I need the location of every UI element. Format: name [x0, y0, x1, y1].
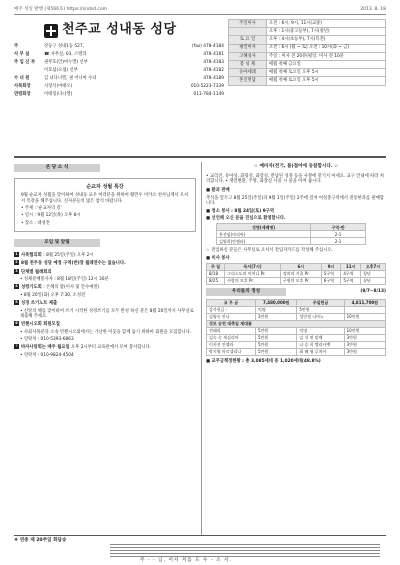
mass-header: 고해성사 [229, 52, 267, 60]
psalm-title: ❖ 연중 제 20주일 화답송 [14, 538, 67, 543]
info-phone: 478-4183 [203, 60, 224, 66]
notice-title: 성경 쓰기노트 제출 [21, 301, 58, 307]
offering-cell: 3만원 [344, 341, 385, 348]
offering-cell: 교 무 금 [207, 299, 256, 306]
section-header-notices: 모임 및 알림 [14, 239, 100, 247]
notice-detail: • 연락처 : 010-5393-6863 [20, 337, 74, 342]
number-badge: 1 [15, 252, 18, 257]
info-value: ☎ 사무실, 03, 스텔라 [44, 52, 87, 58]
offering-cell: 5만원 [256, 341, 297, 348]
notice-detail: • 연락처 : 010-9824-4504 [20, 352, 74, 358]
pledge-status: ■ 교무금책정현황 : 총 3,085세대 중 1,020세대(48.8%) [206, 358, 321, 364]
service-cell: 8/18 [207, 270, 225, 277]
info-key: 주 임 신 부 [14, 60, 36, 66]
offering-cell: 이지선 안젤라 [207, 341, 256, 348]
info-value: 서형석(마태오) [44, 83, 73, 89]
offering-cell: 4,811,700원 [344, 299, 385, 306]
lecture-item: • 주제 : '순교자의 길' [21, 205, 62, 211]
offering-cell: 김영숙 안나 [207, 313, 256, 320]
notice-detail: 오후 2시부터 교육관에서 모여 봉사합니다. [71, 345, 152, 351]
music-staff [110, 544, 380, 558]
service-cell: 구원의 모후 Pr. [280, 277, 321, 284]
offering-cell: 전래리 [207, 327, 256, 334]
offering-cell: 7,480,000원 [256, 299, 297, 306]
offering-table [206, 299, 386, 356]
mass-header: 주일미사 [229, 20, 267, 28]
notice-detail: • 8월 20일(화) 오후 7:30, 소성전 [20, 292, 86, 298]
service-cell: 5구역 [321, 270, 341, 277]
number-badge: 6 [15, 321, 18, 326]
section-header-offering: 우리들의 정성 [206, 288, 286, 296]
info-phone: 478-4181 [203, 52, 224, 58]
info-phone: 478-4182 [203, 67, 224, 73]
lecture-text: 9월 순교자 성월을 맞이하여 성내동 교우 여러분을 위하여 황민우 미카요 천사님께서 오셔서 특강을 해주십니다. 신자분들의 많은 참석 바랍니다. [21, 193, 189, 204]
offering-cell: 5만원 [256, 348, 297, 355]
service-cell: 6시 [280, 263, 321, 270]
notice-title: 빈첸시오회 회원모집 [21, 322, 60, 328]
lecture-title: 순교자 성월 특강 [86, 184, 124, 190]
info-phone: (fax) 478-4184 [191, 44, 224, 50]
section-header-news: 본 당 소 식 [14, 164, 100, 172]
notice-title: 단체별 월례회의 [21, 269, 52, 275]
info-phone: 478-4189 [203, 75, 224, 81]
service-cell: 6구역 [321, 277, 341, 284]
right-column [206, 164, 386, 366]
welcome-note: ☞ 전입하신 분들은 사무실로 오셔서 전입자카드를 작성해 주십시오. [206, 248, 333, 254]
campaign-text: • 교리진, 유아성, 화형성, 화장성, 반납된 성경 등을 사찰에 맡기지 마세요. 교구 안내에 따라 처리합니다. • 재연변환, 주방, 화장실 사용 시 물을 아껴 씁시다. [206, 173, 384, 185]
mass-header: 혼인면담 [229, 77, 267, 85]
notice-title: 사목협의회 [21, 253, 42, 259]
offering-header [206, 288, 386, 296]
info-key: 사 무 실 [14, 52, 30, 58]
info-key: 수 녀 원 [14, 75, 30, 81]
offering-cell: 3만원 [344, 348, 385, 355]
mass-value: 주일 : 미사 전 20분(평일: 미사 전 10분 [267, 52, 386, 60]
welcome-cell: 성명(세례명) [217, 224, 311, 231]
mass-header: 평일미사 [229, 44, 267, 52]
service-cell: 청년 [361, 277, 386, 284]
header-strip [14, 6, 386, 15]
service-cell: 독서(7시) [225, 263, 281, 270]
service-cell: 8/25 [207, 277, 225, 284]
number-badge: 2 [15, 260, 18, 265]
service-cell: 주 일 [207, 263, 225, 270]
lecture-item: • 장소 : 대성전 [21, 220, 50, 226]
contact-info [14, 43, 224, 98]
offering-cell: 김숙 숙 세실리아 [207, 334, 256, 341]
notice-detail: • 성체분배봉사자 : 8월 18일(주일) 12시 30분 [20, 277, 109, 283]
service-cell: 9시 [321, 263, 341, 270]
offering-dates: (8/7~8/13) [360, 289, 386, 295]
service-cell: 5구역 [341, 277, 361, 284]
mass-header [229, 28, 267, 36]
info-value: 강동구 성내1동 527, [44, 44, 84, 50]
welcome-cell: 구역-반 [311, 224, 366, 231]
offering-cell: 주일헌금 [297, 299, 344, 306]
divider [14, 156, 386, 158]
mass-value: 매월 첫째 토요일 오후 5시 [267, 77, 386, 85]
welcome-cell: 홍선임(마리아) [217, 231, 311, 238]
offering-cell: 5만원 [297, 306, 344, 313]
offering-cell: 김 석 연 말배 [297, 334, 344, 341]
notice-title: 성령기도회 [21, 285, 42, 291]
offering-cell: 5만원 [256, 327, 297, 334]
info-value: 이태형(다니엘) [44, 91, 73, 97]
campaign-title: ☆ 예비자(전기, 몸)접어에 동참합시다. ☆ [253, 164, 339, 169]
service-cell: 정의의 거울 Pr. [280, 270, 321, 277]
number-badge: 4 [15, 284, 18, 289]
mass-value: 오후 : 4시(초등부), 7시(특전) [267, 36, 386, 44]
offering-cell: 박지영 마르셀리나 [207, 348, 256, 355]
info-key: 연령회장 [14, 91, 31, 97]
info-value: 권무호(안)마누엘) 신부 [44, 60, 88, 66]
number-badge: 7 [15, 344, 18, 349]
lecture-item: • 일시 : 9월 12일(목) 오후 8시 [21, 213, 81, 219]
notice-title: 8월 천주동 성당 예정 구역(반)장 월례연수는 없습니다. [21, 261, 126, 267]
offering-cell: 10만원 [344, 313, 385, 320]
offering-cell: 5만원 [256, 334, 297, 341]
info-key: 사목회장 [14, 83, 31, 89]
welcome-cell: 2-1 [311, 238, 366, 245]
offering-cell: 익명 [256, 306, 297, 313]
info-value: 이호섭(요셉) 신부 [44, 67, 78, 73]
service-cell: 4구역 [341, 270, 361, 277]
offering-cell: 3만원 [344, 334, 385, 341]
number-badge: 5 [15, 300, 18, 305]
psalm-lyrics: 주 - - 님, 어서 저를 도 우 - 소 서. [140, 558, 232, 563]
offering-cell: 성민정 니마노 [297, 313, 344, 320]
notice-detail: • 신앙의 해를 맞이하여 쓰기 시작한 성경쓰기를 모두 완성 하신 분은 8월 20일까지 사무실로 제출해 주세요. [20, 308, 194, 319]
notice-detail: • 사회사목분과 소속 빈첸시오회에서는 가난한 이웃을 함께 돕기 위하여 회원을 모집합니다. [20, 329, 192, 335]
welcome-cell: 2-1 [311, 231, 366, 238]
mass-value: 매월 첫째 토요일 오후 5시 [267, 69, 386, 77]
mass-value: 오전 : 6시, 9시, 11시(교중) [267, 20, 386, 28]
mass-header: 유아세례 [229, 69, 267, 77]
left-column [14, 164, 196, 360]
service-table [206, 263, 386, 285]
sale-title: ■ 환과 판매 [206, 188, 230, 194]
mass-value: 오전 : 6시 (월 ~ 토) 오전 : 10시(화 ~ 금) [267, 44, 386, 52]
church-name: 천주교 성내동 성당 [62, 22, 177, 37]
number-badge: 3 [15, 268, 18, 273]
service-cell: 11시 [341, 263, 361, 270]
offering-cell: 10만원 [344, 327, 385, 334]
offering-cell [344, 306, 385, 313]
notice-detail: : 은혜의 밤(미사 및 안수예절) [43, 285, 100, 291]
welcome-cell: 김영희(안젤라) [217, 238, 311, 245]
info-phone: 010-5223-7339 [190, 83, 224, 89]
mass-header: 봉 성 체 [229, 60, 267, 68]
header-issue: 매주 성일 발행 (제566호) https://sndsd.com [14, 7, 108, 12]
welcome-table [216, 223, 366, 245]
church-logo-icon [44, 24, 58, 38]
offering-cell: 성모 승천 대축일 제대꽃 [207, 320, 386, 327]
bottom-divider [14, 535, 386, 536]
notice-list [14, 252, 196, 358]
offering-cell: 3만원 [256, 313, 297, 320]
mass-schedule-table [228, 19, 386, 86]
lecture-box [14, 178, 196, 232]
header-date: 2013. 8. 18 [360, 7, 386, 12]
notice-detail: : 8월 25일(주일) 오후 2시 [43, 253, 94, 259]
welcome-title: ■ 선언해 오신 분을 진심으로 환영합니다. [206, 215, 286, 221]
mass-value: 오후 : 1시(중고등부), 7시(청년) [267, 28, 386, 36]
notice-title: 바자사랑회는 매주 월요일 [21, 345, 70, 351]
mass-value: 매월 첫째 금요일 [267, 60, 386, 68]
offering-cell: 최 해 영 루치아 [297, 348, 344, 355]
offering-cell: 익명 [297, 327, 344, 334]
service-cell: 청년 [361, 270, 386, 277]
service-cell: 그리스도의 어머니 Pr. [225, 270, 281, 277]
offering-cell: 감사헌금 : [207, 306, 256, 313]
info-value: 김 녀다니엘, 권 어니마 수녀 [44, 75, 97, 81]
mass-header: 토 요 일 [229, 36, 267, 44]
column-divider [201, 162, 202, 535]
info-key: 주 [14, 44, 19, 50]
info-phone: 011-784-1149 [193, 91, 224, 97]
service-cell: 오후7시 [361, 263, 386, 270]
service-cell: 사랑의 모후 Pr. [225, 277, 281, 284]
service-title: ■ 미사 봉사 [206, 255, 230, 261]
offering-cell: 나 승 희 엘리사벳 [297, 341, 344, 348]
sale-text: 추석을 앞두고 8월 25일(주일)과 9월 1일(주일) 2주에 걸쳐 여성총구역에서 전통한과를 판매합니다. [206, 195, 384, 207]
cleaning-notice: ■ 청소 봉사 : 8월 24일(토) 9구역 [206, 208, 274, 214]
